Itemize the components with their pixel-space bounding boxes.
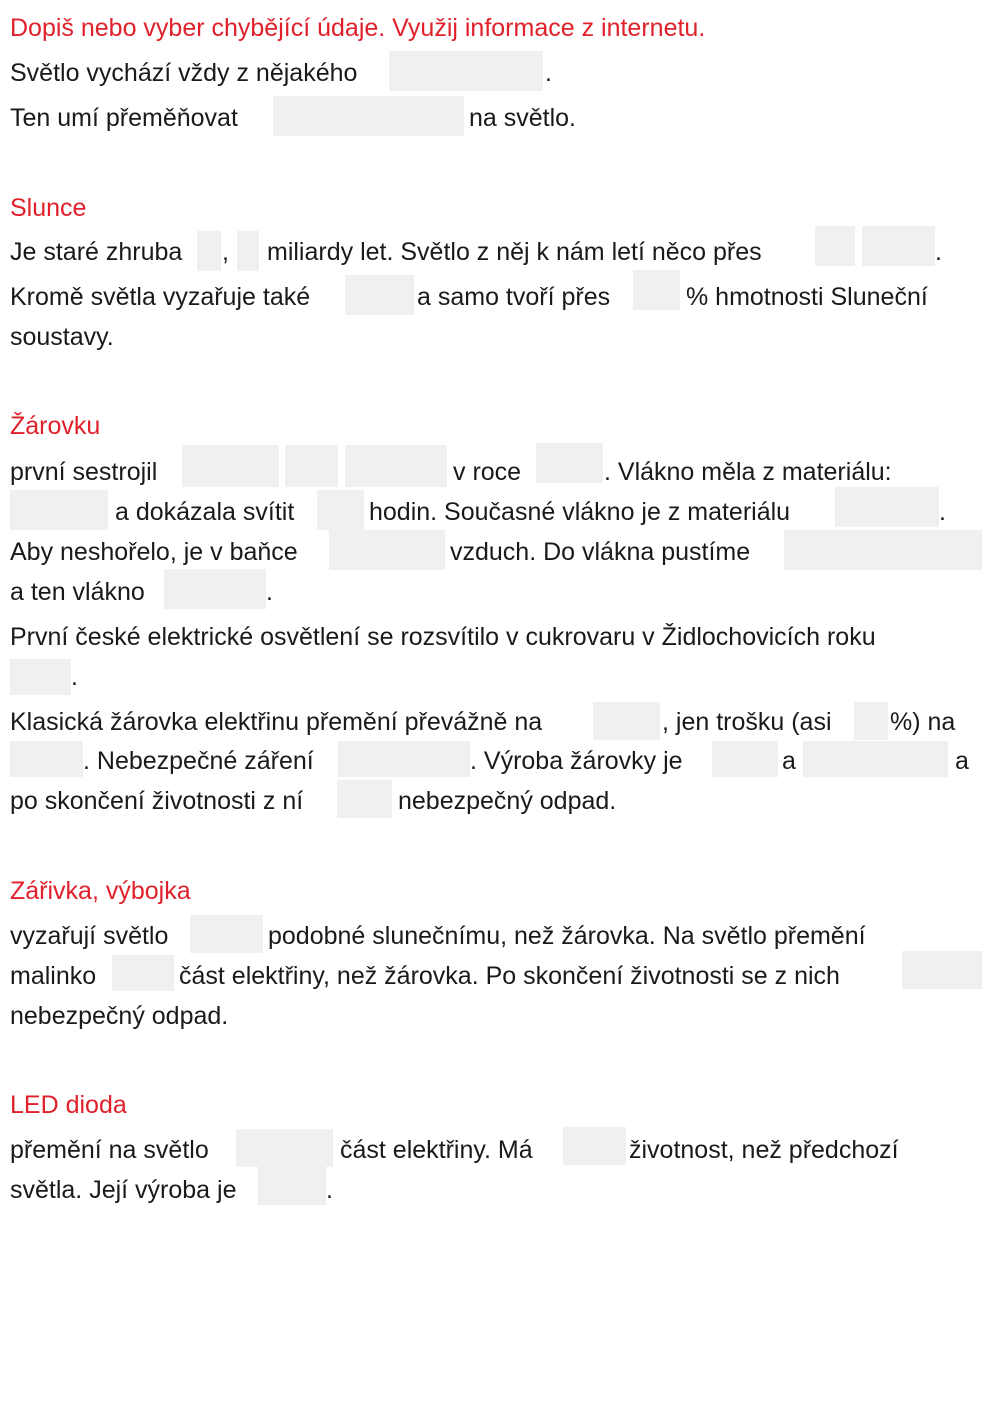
blank-current-filament[interactable] xyxy=(835,487,939,527)
zarovku-line-5: První české elektrické osvětlení se rozsvítilo v cukrovaru v Židlochovicích roku xyxy=(10,623,876,651)
section-heading-zarivka: Zářivka, výbojka xyxy=(10,877,191,905)
intro-line-2-end: na světlo. xyxy=(469,104,577,132)
zarovku-line-3a: Aby neshořelo, je v baňce xyxy=(10,538,298,566)
zarivka-line-1a: vyzařují světlo xyxy=(10,922,169,950)
blank-light-travel-number[interactable] xyxy=(815,226,855,266)
blank-first-czech-light-year[interactable] xyxy=(10,659,71,695)
intro-line-1 xyxy=(10,53,357,93)
led-line-2-end: . xyxy=(326,1176,333,1204)
intro-text: Světlo vychází vždy z nějakého xyxy=(10,59,358,87)
zarovku-line-9a: po skončení životnosti z ní xyxy=(10,787,304,815)
zarovku-line-7b: , jen trošku (asi xyxy=(662,708,832,736)
section-heading-slunce: Slunce xyxy=(10,194,87,222)
zarovku-line-8d: a xyxy=(955,747,969,775)
led-line-2a: světla. Její výroba je xyxy=(10,1176,237,1204)
intro-line-2: Ten umí přeměňovat xyxy=(10,104,238,132)
zarovku-line-7a: Klasická žárovka elektřinu přemění převážně na xyxy=(10,708,543,736)
zarivka-line-2b: část elektřiny, než žárovka. Po skončení životnosti se z nich xyxy=(179,962,840,990)
zarovku-line-1b: v roce xyxy=(453,458,522,486)
zarovku-line-4-end: . xyxy=(266,578,273,606)
blank-energy-type[interactable] xyxy=(273,96,464,136)
slunce-line-2b: a samo tvoří přes xyxy=(417,283,611,311)
blank-inventor-middle[interactable] xyxy=(285,445,338,487)
zarovku-line-3b: vzduch. Do vlákna pustíme xyxy=(450,538,751,566)
blank-sun-age-decimal[interactable] xyxy=(237,231,259,271)
zarovku-line-8a: . Nebezpečné záření xyxy=(83,747,314,775)
slunce-line-2a: Kromě světla vyzařuje také xyxy=(10,283,311,311)
led-line-1c: životnost, než předchozí xyxy=(629,1136,899,1164)
section-heading-zarovku: Žárovku xyxy=(10,412,101,440)
slunce-line-2c: % hmotnosti Sluneční xyxy=(686,283,928,311)
zarovku-line-7c: %) na xyxy=(890,708,956,736)
blank-inventor-surname[interactable] xyxy=(345,445,447,487)
blank-fluorescent-efficiency[interactable] xyxy=(112,955,174,991)
zarovku-line-1c: . Vlákno měla z materiálu: xyxy=(604,458,892,486)
zarovku-line-6-end: . xyxy=(71,663,78,691)
led-line-1a: přemění na světlo xyxy=(10,1136,209,1164)
blank-bulb-air[interactable] xyxy=(329,530,445,570)
blank-led-efficiency[interactable] xyxy=(236,1129,333,1167)
section-heading-led: LED dioda xyxy=(10,1091,127,1119)
zarovku-line-2a: a dokázala svítit xyxy=(115,498,295,526)
zarovku-line-1a: první sestrojil xyxy=(10,458,158,486)
zarivka-line-1b: podobné slunečnímu, než žárovka. Na světlo přemění xyxy=(268,922,866,950)
blank-bulb-waste[interactable] xyxy=(337,780,392,818)
blank-led-production[interactable] xyxy=(258,1167,326,1205)
blank-invention-year[interactable] xyxy=(536,443,603,483)
slunce-line-3: soustavy. xyxy=(10,323,114,351)
blank-production-cost[interactable] xyxy=(712,741,778,777)
zarovku-line-8b: . Výroba žárovky je xyxy=(470,747,683,775)
slunce-line-1-end: . xyxy=(935,238,942,266)
zarovku-line-8c: a xyxy=(782,747,796,775)
blank-dangerous-radiation[interactable] xyxy=(338,741,470,777)
blank-bulb-light-percent[interactable] xyxy=(854,702,888,740)
blank-sun-radiation[interactable] xyxy=(345,275,414,315)
zarivka-line-3: nebezpečný odpad. xyxy=(10,1002,229,1030)
blank-led-lifetime[interactable] xyxy=(563,1127,626,1165)
blank-light-travel-unit[interactable] xyxy=(862,226,935,266)
blank-inventor-first-name[interactable] xyxy=(182,445,279,487)
intro-line-1-end: . xyxy=(545,59,552,87)
blank-burn-hours[interactable] xyxy=(317,490,364,530)
zarovku-line-9b: nebezpečný odpad. xyxy=(398,787,617,815)
blank-production-impact[interactable] xyxy=(803,741,948,777)
blank-bulb-main-output[interactable] xyxy=(593,702,660,740)
led-line-1b: část elektřiny. Má xyxy=(340,1136,533,1164)
blank-fluorescent-waste[interactable] xyxy=(902,951,982,989)
zarovku-line-2-end: . xyxy=(939,498,946,526)
slunce-line-1a: Je staré zhruba xyxy=(10,238,183,266)
blank-filament-action[interactable] xyxy=(164,569,266,609)
zarovku-line-4a: a ten vlákno xyxy=(10,578,145,606)
blank-light-source[interactable] xyxy=(389,51,543,91)
slunce-comma: , xyxy=(222,238,229,266)
blank-sun-mass-percent[interactable] xyxy=(633,270,680,310)
blank-fluorescent-similarity[interactable] xyxy=(190,915,263,953)
zarivka-line-2a: malinko xyxy=(10,962,97,990)
blank-current-type[interactable] xyxy=(784,530,982,570)
slunce-line-1b: miliardy let. Světlo z něj k nám letí něco přes xyxy=(267,238,762,266)
zarovku-line-2b: hodin. Současné vlákno je z materiálu xyxy=(369,498,791,526)
instruction-heading: Dopiš nebo vyber chybějící údaje. Využij informace z internetu. xyxy=(10,14,706,42)
blank-bulb-minor-output[interactable] xyxy=(10,741,83,777)
blank-filament-material[interactable] xyxy=(10,490,108,530)
blank-sun-age-whole[interactable] xyxy=(197,231,221,271)
